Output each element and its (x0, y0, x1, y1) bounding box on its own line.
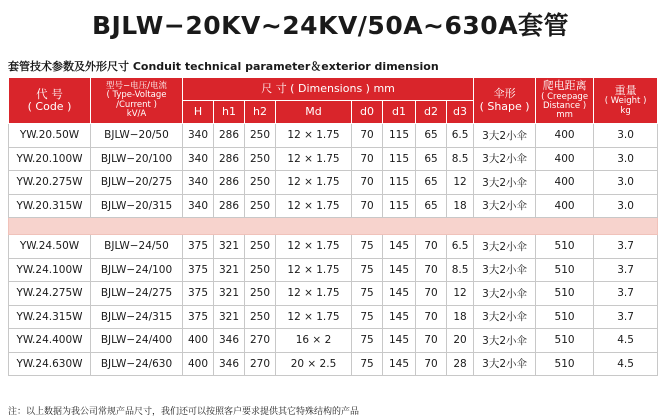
cell-d0: 70 (352, 171, 383, 195)
cell-h2: 250 (245, 147, 276, 171)
cell-type: BJLW−20/50 (91, 124, 183, 148)
cell-shape: 3大2小伞 (474, 352, 536, 376)
cell-type: BJLW−20/275 (91, 171, 183, 195)
cell-Md: 12 × 1.75 (276, 194, 352, 218)
cell-creepage: 400 (536, 194, 594, 218)
header-shape-cn: 伞形 (493, 87, 516, 101)
cell-type: BJLW−20/100 (91, 147, 183, 171)
header-shape-en: ( Shape ) (479, 99, 530, 113)
cell-type: BJLW−20/315 (91, 194, 183, 218)
header-creep-cn: 爬电距离 (542, 79, 587, 93)
cell-d1: 115 (383, 194, 416, 218)
cell-d3: 12 (447, 171, 474, 195)
cell-d2: 70 (416, 305, 447, 329)
cell-H: 400 (183, 329, 214, 353)
cell-code: YW.20.100W (9, 147, 91, 171)
cell-d1: 145 (383, 352, 416, 376)
cell-d2: 70 (416, 258, 447, 282)
cell-creepage: 510 (536, 305, 594, 329)
header-col-d1: d1 (383, 101, 416, 124)
header-col-h2: h2 (245, 101, 276, 124)
cell-shape: 3大2小伞 (474, 147, 536, 171)
header-code-en: ( Code ) (27, 99, 72, 113)
cell-d1: 145 (383, 305, 416, 329)
cell-type: BJLW−24/50 (91, 235, 183, 259)
cell-code: YW.20.50W (9, 124, 91, 148)
cell-type: BJLW−24/315 (91, 305, 183, 329)
cell-H: 340 (183, 147, 214, 171)
header-col-H: H (183, 101, 214, 124)
cell-d2: 65 (416, 171, 447, 195)
cell-h2: 250 (245, 258, 276, 282)
cell-d2: 70 (416, 235, 447, 259)
cell-shape: 3大2小伞 (474, 194, 536, 218)
header-col-Md: Md (276, 101, 352, 124)
table-row (9, 124, 658, 148)
header-col-h1: h1 (214, 101, 245, 124)
cell-weight: 4.5 (594, 352, 658, 376)
cell-code: YW.24.275W (9, 282, 91, 306)
cell-weight: 3.0 (594, 147, 658, 171)
cell-d3: 12 (447, 282, 474, 306)
header-type-en2: /Current ) (116, 99, 157, 110)
table-row (9, 194, 658, 218)
cell-d1: 145 (383, 235, 416, 259)
cell-d1: 145 (383, 258, 416, 282)
cell-weight: 3.0 (594, 124, 658, 148)
header-creep-en2: Distance ) (542, 100, 587, 111)
table-body-20kv (9, 124, 658, 218)
header-creep-en3: mm (556, 110, 573, 121)
cell-code: YW.20.315W (9, 194, 91, 218)
cell-d1: 145 (383, 329, 416, 353)
cell-d1: 115 (383, 171, 416, 195)
cell-d1: 145 (383, 282, 416, 306)
cell-Md: 12 × 1.75 (276, 305, 352, 329)
cell-code: YW.24.400W (9, 329, 91, 353)
header-col-d0: d0 (352, 101, 383, 124)
footnote: 注：以上数据为我公司常规产品尺寸，我们还可以按照客户要求提供其它特殊结构的产品 (8, 407, 360, 417)
cell-type: BJLW−24/630 (91, 352, 183, 376)
header-weight-cn: 重量 (614, 84, 637, 98)
header-dimensions: 尺 寸 ( Dimensions ) mm (183, 78, 474, 101)
cell-weight: 3.0 (594, 171, 658, 195)
cell-d0: 75 (352, 235, 383, 259)
cell-shape: 3大2小伞 (474, 171, 536, 195)
header-type-cn: 型号−电压/电流 (106, 80, 167, 91)
header-shape (474, 78, 536, 124)
table-row (9, 282, 658, 306)
table-row (9, 329, 658, 353)
cell-H: 375 (183, 282, 214, 306)
cell-d0: 75 (352, 305, 383, 329)
cell-weight: 3.7 (594, 282, 658, 306)
table-row (9, 352, 658, 376)
cell-h2: 250 (245, 235, 276, 259)
cell-d0: 75 (352, 282, 383, 306)
cell-creepage: 400 (536, 171, 594, 195)
cell-h1: 286 (214, 124, 245, 148)
cell-Md: 12 × 1.75 (276, 171, 352, 195)
cell-shape: 3大2小伞 (474, 124, 536, 148)
cell-d3: 6.5 (447, 124, 474, 148)
cell-d1: 115 (383, 124, 416, 148)
cell-H: 375 (183, 258, 214, 282)
cell-d1: 115 (383, 147, 416, 171)
header-col-d3: d3 (447, 101, 474, 124)
header-weight-en1: ( Weight ) (604, 96, 647, 107)
table-row (9, 147, 658, 171)
cell-shape: 3大2小伞 (474, 258, 536, 282)
cell-d3: 8.5 (447, 147, 474, 171)
cell-H: 375 (183, 235, 214, 259)
cell-code: YW.24.315W (9, 305, 91, 329)
separator-row (9, 218, 658, 235)
cell-d2: 70 (416, 282, 447, 306)
cell-h2: 250 (245, 171, 276, 195)
table-row (9, 258, 658, 282)
cell-creepage: 510 (536, 235, 594, 259)
cell-weight: 3.7 (594, 258, 658, 282)
cell-shape: 3大2小伞 (474, 305, 536, 329)
spec-table (8, 77, 658, 376)
cell-d0: 70 (352, 147, 383, 171)
cell-H: 340 (183, 194, 214, 218)
header-weight (594, 78, 658, 124)
cell-h2: 250 (245, 194, 276, 218)
cell-Md: 16 × 2 (276, 329, 352, 353)
table-body-24kv (9, 235, 658, 376)
header-row-1 (9, 78, 658, 101)
cell-type: BJLW−24/100 (91, 258, 183, 282)
cell-code: YW.24.630W (9, 352, 91, 376)
table-row (9, 171, 658, 195)
cell-H: 400 (183, 352, 214, 376)
cell-Md: 20 × 2.5 (276, 352, 352, 376)
cell-h2: 250 (245, 282, 276, 306)
cell-creepage: 400 (536, 147, 594, 171)
page-title: BJLW−20KV~24KV/50A~630A套管 (91, 11, 570, 40)
table-row (9, 305, 658, 329)
cell-h2: 270 (245, 352, 276, 376)
cell-Md: 12 × 1.75 (276, 124, 352, 148)
cell-h2: 250 (245, 305, 276, 329)
cell-d2: 70 (416, 352, 447, 376)
cell-d3: 18 (447, 194, 474, 218)
cell-weight: 3.7 (594, 235, 658, 259)
cell-d3: 18 (447, 305, 474, 329)
table-subtitle: 套管技术参数及外形尺寸 Conduit technical parameter＆exterior dimension (8, 60, 439, 73)
header-creepage (536, 78, 594, 124)
cell-Md: 12 × 1.75 (276, 282, 352, 306)
cell-h1: 321 (214, 235, 245, 259)
cell-d0: 75 (352, 329, 383, 353)
header-code (9, 78, 91, 124)
cell-H: 375 (183, 305, 214, 329)
cell-d3: 8.5 (447, 258, 474, 282)
table-separator (9, 218, 658, 235)
cell-type: BJLW−24/275 (91, 282, 183, 306)
cell-code: YW.24.100W (9, 258, 91, 282)
cell-creepage: 510 (536, 329, 594, 353)
cell-h1: 346 (214, 352, 245, 376)
cell-creepage: 510 (536, 352, 594, 376)
cell-d0: 75 (352, 352, 383, 376)
cell-d3: 28 (447, 352, 474, 376)
header-col-d2: d2 (416, 101, 447, 124)
cell-d2: 65 (416, 194, 447, 218)
header-type (91, 78, 183, 124)
header-type-en3: kV/A (126, 108, 147, 119)
cell-code: YW.24.50W (9, 235, 91, 259)
cell-h2: 270 (245, 329, 276, 353)
header-weight-en2: kg (620, 105, 631, 116)
cell-H: 340 (183, 124, 214, 148)
cell-weight: 4.5 (594, 329, 658, 353)
cell-creepage: 510 (536, 282, 594, 306)
cell-h1: 321 (214, 305, 245, 329)
cell-d2: 70 (416, 329, 447, 353)
table-row (9, 235, 658, 259)
header-creep-en1: ( Creepage (541, 91, 589, 102)
cell-d3: 6.5 (447, 235, 474, 259)
cell-d0: 75 (352, 258, 383, 282)
cell-creepage: 510 (536, 258, 594, 282)
cell-h1: 346 (214, 329, 245, 353)
cell-d3: 20 (447, 329, 474, 353)
cell-h1: 286 (214, 171, 245, 195)
cell-H: 340 (183, 171, 214, 195)
cell-Md: 12 × 1.75 (276, 258, 352, 282)
cell-d0: 70 (352, 124, 383, 148)
cell-h1: 286 (214, 194, 245, 218)
cell-d2: 65 (416, 124, 447, 148)
cell-d0: 70 (352, 194, 383, 218)
cell-Md: 12 × 1.75 (276, 235, 352, 259)
cell-shape: 3大2小伞 (474, 235, 536, 259)
cell-shape: 3大2小伞 (474, 329, 536, 353)
cell-h1: 321 (214, 258, 245, 282)
cell-weight: 3.7 (594, 305, 658, 329)
header-type-en1: ( Type-Voltage (106, 90, 167, 101)
cell-type: BJLW−24/400 (91, 329, 183, 353)
cell-weight: 3.0 (594, 194, 658, 218)
cell-shape: 3大2小伞 (474, 282, 536, 306)
separator-cell (9, 218, 658, 235)
cell-d2: 65 (416, 147, 447, 171)
cell-code: YW.20.275W (9, 171, 91, 195)
cell-creepage: 400 (536, 124, 594, 148)
header-code-cn: 代 号 (36, 87, 63, 102)
cell-h2: 250 (245, 124, 276, 148)
cell-h1: 321 (214, 282, 245, 306)
cell-Md: 12 × 1.75 (276, 147, 352, 171)
cell-h1: 286 (214, 147, 245, 171)
